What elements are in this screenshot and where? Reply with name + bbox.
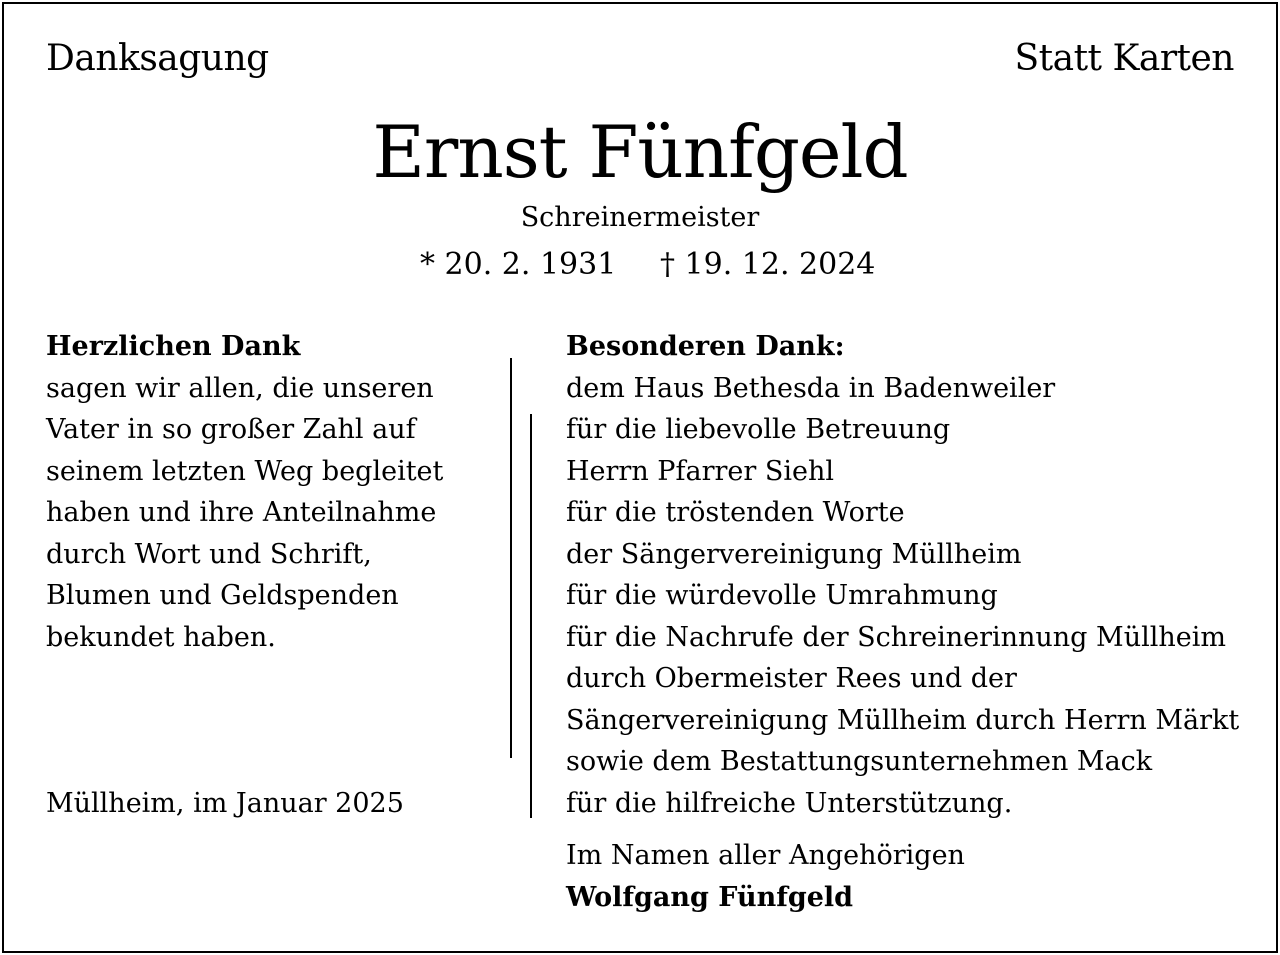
right-line: der Sängervereinigung Müllheim [566,538,1022,570]
profession: Schreinermeister [520,202,760,233]
right-line: durch Obermeister Rees und der [566,663,1017,694]
right-line: für die tröstenden Worte [566,497,905,528]
right-line: Herrn Pfarrer Siehl [566,455,834,487]
right-line: sowie dem Bestattungsunternehmen Mack [566,746,1153,777]
left-heading: Herzlichen Dank [46,331,301,362]
closing-block [566,835,965,918]
right-line: für die liebevolle Betreuung [566,414,951,445]
right-line: für die würdevolle Umrahmung [566,580,998,611]
divider-line-1 [510,358,512,758]
signature: Wolfgang Fünfgeld [566,881,854,913]
left-line: Vater in so großer Zahl auf [46,414,416,445]
death-date: † 19. 12. 2024 [660,247,876,282]
right-line: dem Haus Bethesda in Badenweiler [566,372,1056,404]
left-line: seinem letzten Weg begleitet [46,455,444,487]
right-column [566,326,1239,824]
deceased-name: Ernst Fünfgeld [372,110,908,194]
left-line: haben und ihre Anteilnahme [46,497,437,528]
right-heading: Besonderen Dank: [566,331,845,362]
right-line: Sängervereinigung Müllheim durch Herrn Märkt [566,704,1240,736]
right-line: für die hilfreiche Unterstützung. [566,787,1013,819]
closing-line: Im Namen aller Angehörigen [566,840,965,871]
left-column [46,326,443,658]
left-line: sagen wir allen, die unseren [46,372,434,404]
left-line: Blumen und Geldspenden [46,580,399,611]
birth-date: * 20. 2. 1931 [420,247,617,282]
left-line: bekundet haben. [46,621,276,653]
right-line: für die Nachrufe der Schreinerinnung Müllheim [566,621,1226,653]
place-date: Müllheim, im Januar 2025 [46,788,404,819]
divider-line-2 [530,414,532,818]
statt-karten-label: Statt Karten [1014,38,1234,79]
left-line: durch Wort und Schrift, [46,538,372,570]
title-danksagung: Danksagung [46,38,269,79]
